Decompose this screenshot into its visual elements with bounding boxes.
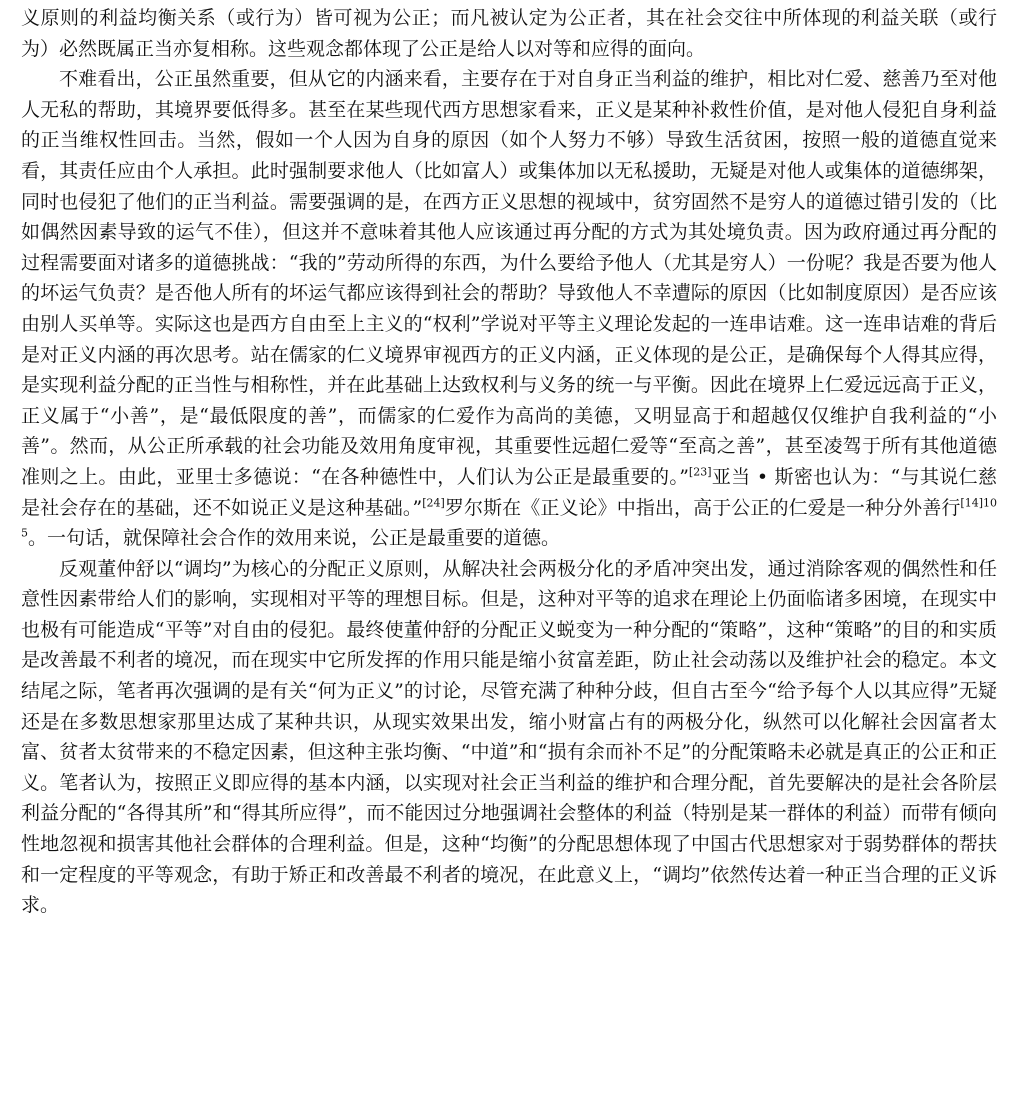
paragraph-dong-zhongshu-conclusion [21, 554, 997, 921]
paragraph-text: 。一句话，就保障社会合作的效用来说，公正是最重要的道德。 [28, 527, 561, 550]
paragraph-text: 罗尔斯在《正义论》中指出，高于公正的仁爱是一种分外善行 [444, 496, 961, 519]
paragraph-justice-importance [21, 64, 997, 554]
paragraph-text: 反观董仲舒以“调均”为核心的分配正义原则，从解决社会两极分化的矛盾冲突出发，通过消除客观的偶然性和任意性因素带给人们的影响，实现相对平等的理想目标。但是，这种对平等的追求在理论上仍面临诸多困境，在现实中也极有可能造成“平等”对自由的侵犯。最终使董仲舒的分配正义蜕变为一种分配的“策略”，这种“策略”的目的和实质是改善最不利者的境况，而在现实中它所发挥的作用只能是缩小贫富差距，防止社会动荡以及维护社会的稳定。本文结尾之际，笔者再次强调的是有关“何为正义”的讨论，尽管充满了种种分歧，但自古至今“给予每个人以其应得”无疑还是在多数思想家那里达成了某种共识，从现实效果出发，缩小财富占有的两极分化，纵然可以化解社会因富者太富、贫者太贫带来的不稳定因素，但这种主张均衡、“中道”和“损有余而补不足”的分配策略未必就是真正的公正和正义。笔者认为，按照正义即应得的基本内涵，以实现对社会正当利益的维护和合理分配，首先要解决的是社会各阶层利益分配的“各得其所”和“得其所应得”，而不能因过分地强调社会整体的利益（特别是某一群体的利益）而带有倾向性地忽视和损害其他社会群体的合理利益。但是，这种“均衡”的分配思想体现了中国古代思想家对于弱势群体的帮扶和一定程度的平等观念，有助于矫正和改善最不利者的境况，在此意义上，“调均”依然传达着一种正当合理的正义诉求。 [21, 557, 997, 917]
document-page [21, 3, 997, 921]
paragraph-text: 亚当 • 斯密也认为：“与其说仁慈是社会存在的基础，还不如说正义是这种基础。” [21, 465, 997, 519]
paragraph-text: 义原则的利益均衡关系（或行为）皆可视为公正；而凡被认定为公正者，其在社会交往中所体现的利益关联（或行为）必然既属正当亦复相称。这些观念都体现了公正是给人以对等和应得的面向。 [21, 7, 997, 60]
citation-superscript: [23] [688, 465, 712, 479]
citation-superscript: [24] [422, 495, 445, 509]
paragraph-continued [21, 3, 997, 64]
citation-superscript: [14]105 [21, 495, 997, 540]
paragraph-text: 不难看出，公正虽然重要，但从它的内涵来看，主要存在于对自身正当利益的维护，相比对仁爱、慈善乃至对他人无私的帮助，其境界要低得多。甚至在某些现代西方思想家看来，正义是某种补救性价值，是对他人侵犯自身利益的正当维权性回击。当然，假如一个人因为自身的原因（如个人努力不够）导致生活贫困，按照一般的道德直觉来看，其责任应由个人承担。此时强制要求他人（比如富人）或集体加以无私援助，无疑是对他人或集体的道德绑架，同时也侵犯了他们的正当利益。需要强调的是，在西方正义思想的视域中，贫穷固然不是穷人的道德过错引发的（比如偶然因素导致的运气不佳），但这并不意味着其他人应该通过再分配的方式为其处境负责。因为政府通过再分配的过程需要面对诸多的道德挑战：“我的”劳动所得的东西，为什么要给予他人（尤其是穷人）一份呢？我是否要为他人的坏运气负责？是否他人所有的坏运气都应该得到社会的帮助？导致他人不幸遭际的原因（比如制度原因）是否应该由别人买单等。实际这也是西方自由至上主义的“权利”学说对平等主义理论发起的一连串诘难。这一连串诘难的背后是对正义内涵的再次思考。站在儒家的仁义境界审视西方的正义内涵，正义体现的是公正，是确保每个人得其应得，是实现利益分配的正当性与相称性，并在此基础上达致权利与义务的统一与平衡。因此在境界上仁爱远远高于正义，正义属于“小善”，是“最低限度的善”，而儒家的仁爱作为高尚的美德，又明显高于和超越仅仅维护自我利益的“小善”。然而，从公正所承载的社会功能及效用角度审视，其重要性远超仁爱等“至高之善”，甚至凌驾于所有其他道德准则之上。由此，亚里士多德说：“在各种德性中，人们认为公正是最重要的。” [21, 68, 997, 488]
